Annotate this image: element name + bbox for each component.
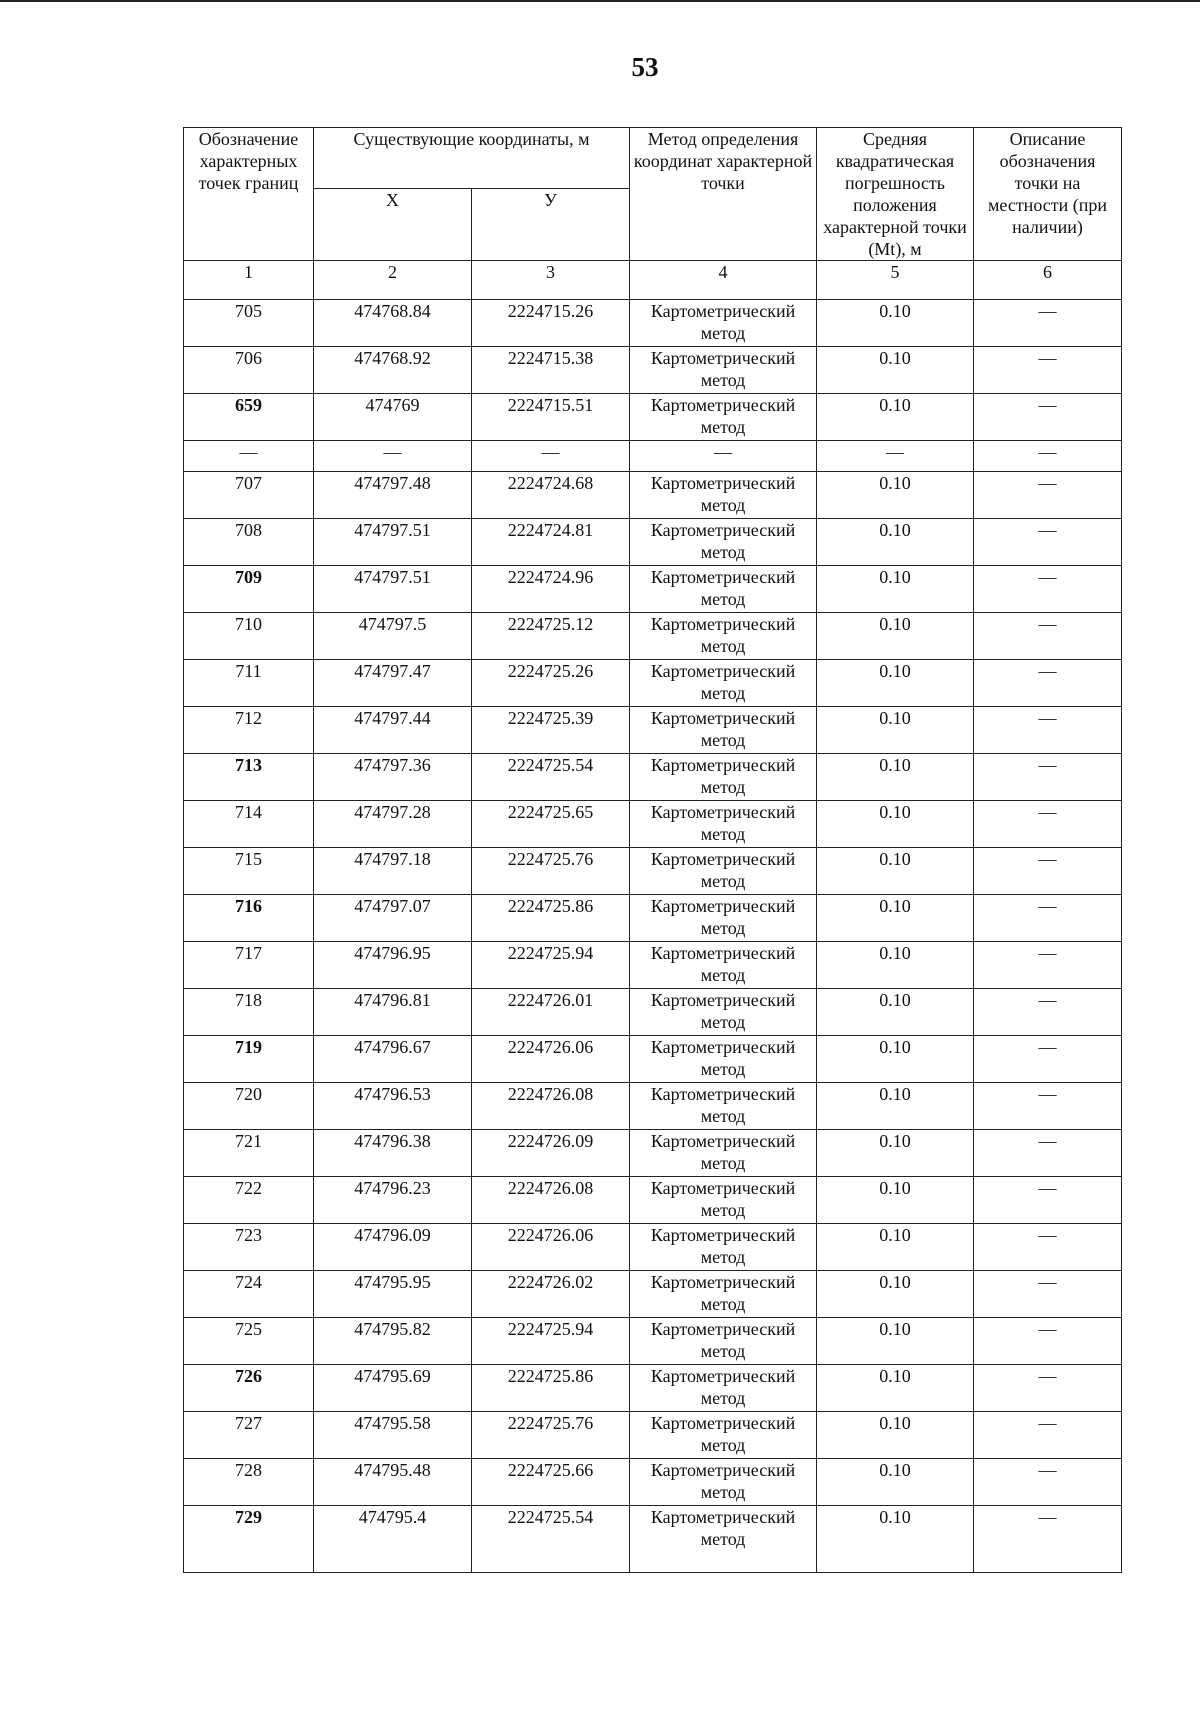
point-id-cell: 713 (184, 754, 314, 801)
point-id-cell: 714 (184, 801, 314, 848)
y-coordinate-cell: 2224725.86 (472, 1365, 630, 1412)
table-row (184, 707, 1122, 754)
description-cell: — (974, 895, 1122, 942)
column-number: 4 (630, 261, 817, 300)
mt-cell: 0.10 (817, 1083, 974, 1130)
point-id-cell: 728 (184, 1459, 314, 1506)
method-cell: Картометрический метод (630, 895, 817, 942)
point-id-cell: 729 (184, 1506, 314, 1573)
header-y: У (472, 189, 630, 261)
table-row (184, 1177, 1122, 1224)
mt-cell: 0.10 (817, 472, 974, 519)
mt-cell: 0.10 (817, 1412, 974, 1459)
description-cell: — (974, 942, 1122, 989)
method-cell: Картометрический метод (630, 848, 817, 895)
y-coordinate-cell: 2224726.09 (472, 1130, 630, 1177)
y-coordinate-cell: 2224715.38 (472, 347, 630, 394)
y-coordinate-cell: 2224724.81 (472, 519, 630, 566)
x-coordinate-cell: 474797.5 (314, 613, 472, 660)
mt-cell: 0.10 (817, 1318, 974, 1365)
x-coordinate-cell: 474796.23 (314, 1177, 472, 1224)
y-coordinate-cell: 2224725.54 (472, 754, 630, 801)
y-coordinate-cell: 2224726.01 (472, 989, 630, 1036)
y-coordinate-cell: 2224715.26 (472, 300, 630, 347)
column-numbers-row (184, 261, 1122, 300)
point-id-cell: — (184, 441, 314, 472)
point-id-cell: 723 (184, 1224, 314, 1271)
x-coordinate-cell: 474797.07 (314, 895, 472, 942)
x-coordinate-cell: 474769 (314, 394, 472, 441)
method-cell: Картометрический метод (630, 1036, 817, 1083)
x-coordinate-cell: 474795.82 (314, 1318, 472, 1365)
table-row (184, 1271, 1122, 1318)
table-row (184, 942, 1122, 989)
description-cell: — (974, 472, 1122, 519)
method-cell: Картометрический метод (630, 1224, 817, 1271)
x-coordinate-cell: 474797.47 (314, 660, 472, 707)
method-cell: Картометрический метод (630, 519, 817, 566)
point-id-cell: 705 (184, 300, 314, 347)
point-id-cell: 706 (184, 347, 314, 394)
y-coordinate-cell: 2224725.65 (472, 801, 630, 848)
y-coordinate-cell: 2224725.66 (472, 1459, 630, 1506)
description-cell: — (974, 1271, 1122, 1318)
x-coordinate-cell: 474795.69 (314, 1365, 472, 1412)
description-cell: — (974, 1036, 1122, 1083)
description-cell: — (974, 660, 1122, 707)
description-cell: — (974, 519, 1122, 566)
table-row (184, 754, 1122, 801)
header-row (184, 128, 1122, 189)
mt-cell: 0.10 (817, 848, 974, 895)
y-coordinate-cell: 2224725.86 (472, 895, 630, 942)
description-cell: — (974, 1177, 1122, 1224)
description-cell: — (974, 1318, 1122, 1365)
mt-cell: 0.10 (817, 394, 974, 441)
table-row (184, 1318, 1122, 1365)
mt-cell: 0.10 (817, 1130, 974, 1177)
x-coordinate-cell: 474768.84 (314, 300, 472, 347)
description-cell: — (974, 801, 1122, 848)
y-coordinate-cell: 2224725.76 (472, 1412, 630, 1459)
y-coordinate-cell: 2224725.26 (472, 660, 630, 707)
header-mt: Средняя квадратическая погрешность положения характерной точки (Mt), м (817, 128, 974, 261)
method-cell: Картометрический метод (630, 1083, 817, 1130)
method-cell: Картометрический метод (630, 1177, 817, 1224)
x-coordinate-cell: 474796.81 (314, 989, 472, 1036)
point-id-cell: 725 (184, 1318, 314, 1365)
description-cell: — (974, 566, 1122, 613)
mt-cell: 0.10 (817, 707, 974, 754)
x-coordinate-cell: 474795.95 (314, 1271, 472, 1318)
column-number: 1 (184, 261, 314, 300)
table-row (184, 848, 1122, 895)
y-coordinate-cell: 2224726.02 (472, 1271, 630, 1318)
x-coordinate-cell: — (314, 441, 472, 472)
mt-cell: 0.10 (817, 1365, 974, 1412)
point-id-cell: 710 (184, 613, 314, 660)
point-id-cell: 721 (184, 1130, 314, 1177)
column-number: 5 (817, 261, 974, 300)
description-cell: — (974, 1412, 1122, 1459)
description-cell: — (974, 1224, 1122, 1271)
mt-cell: 0.10 (817, 347, 974, 394)
x-coordinate-cell: 474768.92 (314, 347, 472, 394)
x-coordinate-cell: 474796.53 (314, 1083, 472, 1130)
description-cell: — (974, 1506, 1122, 1573)
y-coordinate-cell: 2224726.08 (472, 1177, 630, 1224)
mt-cell: 0.10 (817, 801, 974, 848)
method-cell: Картометрический метод (630, 1271, 817, 1318)
description-cell: — (974, 1459, 1122, 1506)
x-coordinate-cell: 474795.58 (314, 1412, 472, 1459)
column-number: 3 (472, 261, 630, 300)
point-id-cell: 659 (184, 394, 314, 441)
point-id-cell: 726 (184, 1365, 314, 1412)
table-row (184, 1130, 1122, 1177)
table-row (184, 989, 1122, 1036)
point-id-cell: 709 (184, 566, 314, 613)
method-cell: Картометрический метод (630, 1318, 817, 1365)
table-row (184, 1224, 1122, 1271)
description-cell: — (974, 754, 1122, 801)
y-coordinate-cell: 2224724.96 (472, 566, 630, 613)
description-cell: — (974, 613, 1122, 660)
table-row (184, 347, 1122, 394)
description-cell: — (974, 1130, 1122, 1177)
mt-cell: 0.10 (817, 1459, 974, 1506)
table-row (184, 394, 1122, 441)
method-cell: Картометрический метод (630, 347, 817, 394)
y-coordinate-cell: 2224724.68 (472, 472, 630, 519)
top-border-line (0, 0, 1200, 2)
y-coordinate-cell: 2224725.54 (472, 1506, 630, 1573)
y-coordinate-cell: 2224725.76 (472, 848, 630, 895)
method-cell: Картометрический метод (630, 707, 817, 754)
table-row (184, 1365, 1122, 1412)
mt-cell: — (817, 441, 974, 472)
column-number: 2 (314, 261, 472, 300)
header-description: Описание обозначения точки на местности (при наличии) (974, 128, 1122, 261)
mt-cell: 0.10 (817, 519, 974, 566)
y-coordinate-cell: 2224725.94 (472, 942, 630, 989)
table-row (184, 519, 1122, 566)
description-cell: — (974, 1365, 1122, 1412)
description-cell: — (974, 347, 1122, 394)
mt-cell: 0.10 (817, 300, 974, 347)
point-id-cell: 712 (184, 707, 314, 754)
point-id-cell: 724 (184, 1271, 314, 1318)
x-coordinate-cell: 474797.36 (314, 754, 472, 801)
description-cell: — (974, 707, 1122, 754)
point-id-cell: 717 (184, 942, 314, 989)
mt-cell: 0.10 (817, 660, 974, 707)
method-cell: Картометрический метод (630, 801, 817, 848)
point-id-cell: 722 (184, 1177, 314, 1224)
x-coordinate-cell: 474797.48 (314, 472, 472, 519)
point-id-cell: 716 (184, 895, 314, 942)
point-id-cell: 720 (184, 1083, 314, 1130)
table-row (184, 566, 1122, 613)
method-cell: Картометрический метод (630, 1130, 817, 1177)
method-cell: Картометрический метод (630, 942, 817, 989)
mt-cell: 0.10 (817, 942, 974, 989)
method-cell: Картометрический метод (630, 660, 817, 707)
x-coordinate-cell: 474797.51 (314, 519, 472, 566)
page-number: 53 (631, 52, 659, 82)
method-cell: Картометрический метод (630, 613, 817, 660)
header-point-id: Обозначение характерных точек границ (184, 128, 314, 261)
header-existing-coordinates: Существующие координаты, м (314, 128, 630, 189)
mt-cell: 0.10 (817, 1271, 974, 1318)
description-cell: — (974, 1083, 1122, 1130)
y-coordinate-cell: 2224725.94 (472, 1318, 630, 1365)
mt-cell: 0.10 (817, 989, 974, 1036)
mt-cell: 0.10 (817, 895, 974, 942)
y-coordinate-cell: 2224715.51 (472, 394, 630, 441)
description-cell: — (974, 989, 1122, 1036)
table-row (184, 1506, 1122, 1573)
table-row (184, 895, 1122, 942)
description-cell: — (974, 394, 1122, 441)
point-id-cell: 708 (184, 519, 314, 566)
method-cell: Картометрический метод (630, 566, 817, 613)
table-row (184, 441, 1122, 472)
x-coordinate-cell: 474796.38 (314, 1130, 472, 1177)
point-id-cell: 711 (184, 660, 314, 707)
table-row (184, 1036, 1122, 1083)
point-id-cell: 707 (184, 472, 314, 519)
mt-cell: 0.10 (817, 1224, 974, 1271)
method-cell: Картометрический метод (630, 394, 817, 441)
x-coordinate-cell: 474797.44 (314, 707, 472, 754)
method-cell: Картометрический метод (630, 1459, 817, 1506)
column-number: 6 (974, 261, 1122, 300)
mt-cell: 0.10 (817, 1506, 974, 1573)
method-cell: — (630, 441, 817, 472)
method-cell: Картометрический метод (630, 989, 817, 1036)
point-id-cell: 719 (184, 1036, 314, 1083)
method-cell: Картометрический метод (630, 1412, 817, 1459)
x-coordinate-cell: 474795.48 (314, 1459, 472, 1506)
table-row (184, 1459, 1122, 1506)
x-coordinate-cell: 474797.51 (314, 566, 472, 613)
mt-cell: 0.10 (817, 613, 974, 660)
x-coordinate-cell: 474796.09 (314, 1224, 472, 1271)
x-coordinate-cell: 474797.28 (314, 801, 472, 848)
x-coordinate-cell: 474796.95 (314, 942, 472, 989)
method-cell: Картометрический метод (630, 472, 817, 519)
coordinates-table (183, 127, 1122, 1573)
mt-cell: 0.10 (817, 1177, 974, 1224)
table-row (184, 472, 1122, 519)
table-row (184, 613, 1122, 660)
table-row (184, 1083, 1122, 1130)
description-cell: — (974, 300, 1122, 347)
table-row (184, 660, 1122, 707)
mt-cell: 0.10 (817, 566, 974, 613)
x-coordinate-cell: 474795.4 (314, 1506, 472, 1573)
header-method: Метод определения координат характерной точки (630, 128, 817, 261)
table-row (184, 300, 1122, 347)
description-cell: — (974, 848, 1122, 895)
method-cell: Картометрический метод (630, 754, 817, 801)
description-cell: — (974, 441, 1122, 472)
y-coordinate-cell: 2224726.06 (472, 1036, 630, 1083)
y-coordinate-cell: 2224726.06 (472, 1224, 630, 1271)
point-id-cell: 727 (184, 1412, 314, 1459)
mt-cell: 0.10 (817, 754, 974, 801)
method-cell: Картометрический метод (630, 300, 817, 347)
x-coordinate-cell: 474797.18 (314, 848, 472, 895)
y-coordinate-cell: 2224725.12 (472, 613, 630, 660)
point-id-cell: 715 (184, 848, 314, 895)
y-coordinate-cell: — (472, 441, 630, 472)
y-coordinate-cell: 2224726.08 (472, 1083, 630, 1130)
method-cell: Картометрический метод (630, 1506, 817, 1573)
x-coordinate-cell: 474796.67 (314, 1036, 472, 1083)
method-cell: Картометрический метод (630, 1365, 817, 1412)
y-coordinate-cell: 2224725.39 (472, 707, 630, 754)
table-row (184, 801, 1122, 848)
point-id-cell: 718 (184, 989, 314, 1036)
mt-cell: 0.10 (817, 1036, 974, 1083)
header-x: X (314, 189, 472, 261)
table-row (184, 1412, 1122, 1459)
